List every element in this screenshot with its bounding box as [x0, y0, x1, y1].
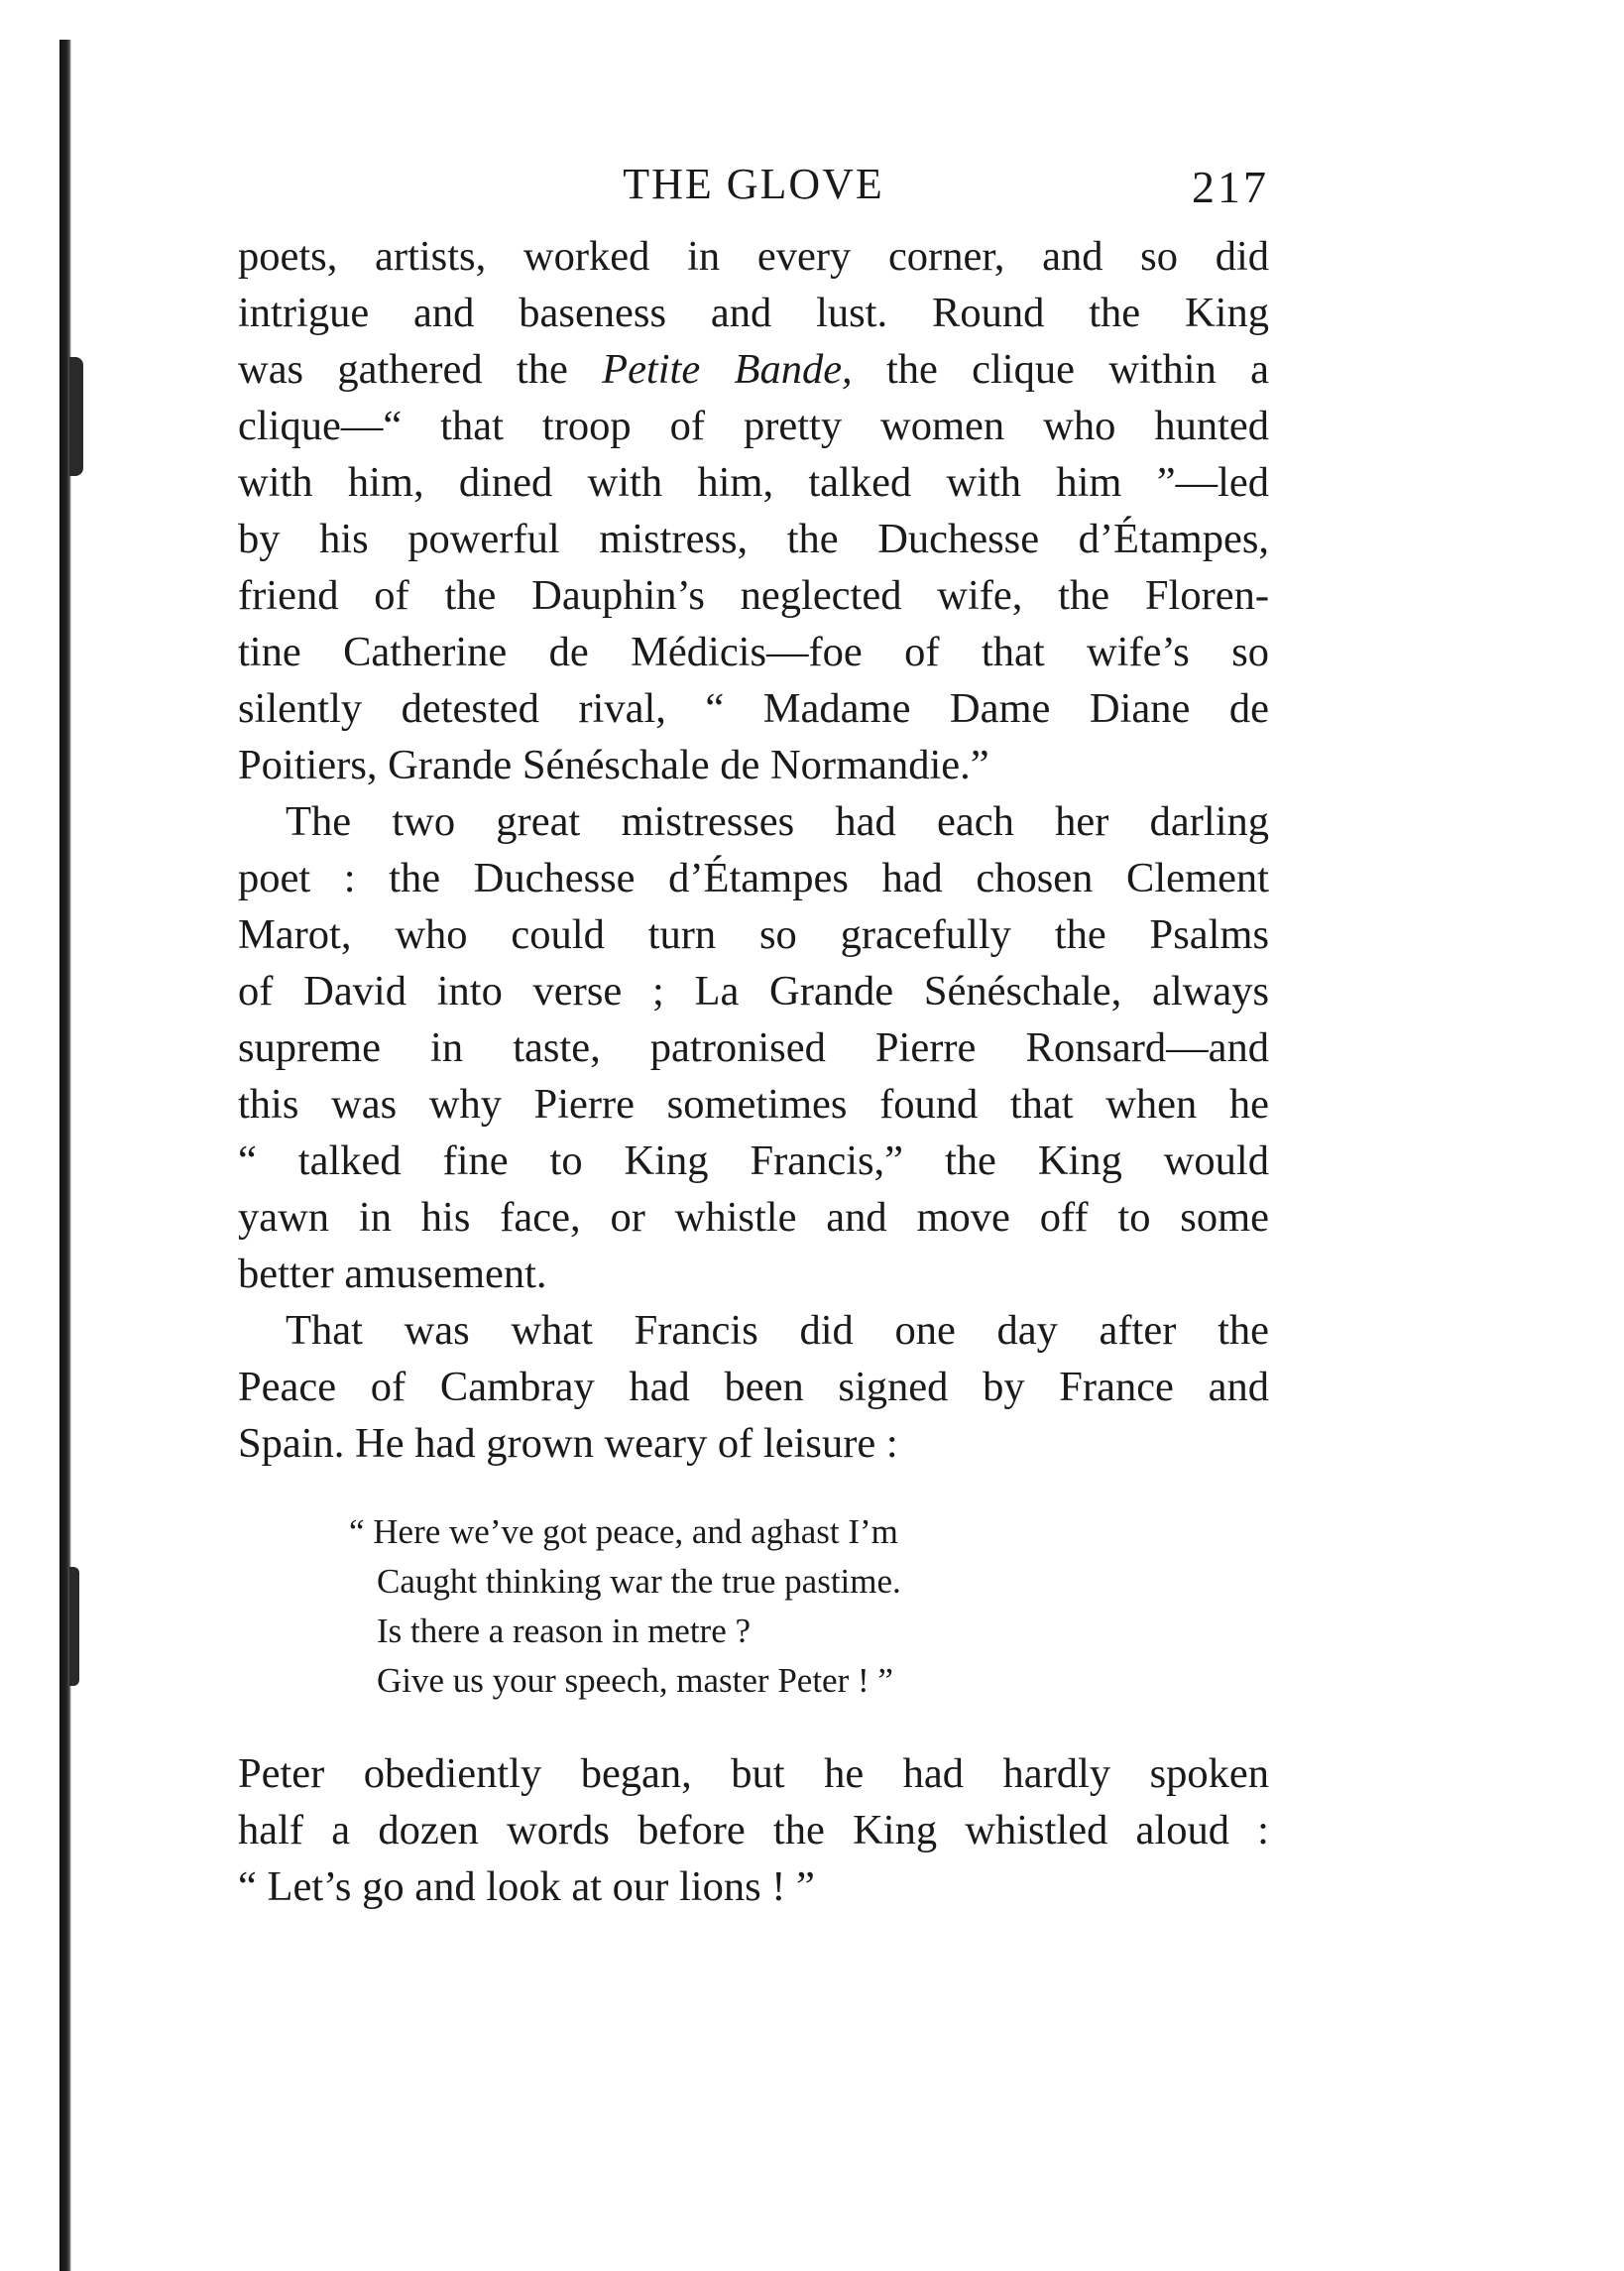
verse-line: Caught thinking war the true pastime. [377, 1562, 901, 1601]
text-line: yawn in his face, or whistle and move off to some [238, 1194, 1269, 1241]
text-line: by his powerful mistress, the Duchesse d’Étampes, [238, 516, 1269, 562]
text-line [238, 341, 1269, 398]
verse-line: “ Here we’ve got peace, and aghast I’m [349, 1512, 898, 1551]
book-page [238, 149, 1269, 1915]
text-line: Marot, who could turn so gracefully the Psalms [238, 911, 1269, 958]
body-text [238, 228, 1269, 1915]
paragraph-mistresses-poets [238, 793, 1269, 1302]
paragraph-francis-weary [238, 1302, 1269, 1472]
running-header [238, 149, 1269, 228]
text-line: Peter obediently began, but he had hardly spoken [238, 1750, 1269, 1797]
text-line: Poitiers, Grande Sénéschale de Normandie.” [238, 742, 989, 788]
paragraph-lions [238, 1745, 1269, 1915]
verse-line: Give us your speech, master Peter ! ” [377, 1661, 893, 1700]
italic-title: Petite Bande, [602, 346, 853, 393]
page-binding-shadow [59, 40, 71, 2271]
paragraph-court-intrigue [238, 228, 1269, 793]
text-line: of David into verse ; La Grande Sénéschale, always [238, 968, 1269, 1015]
page-number: 217 [1192, 162, 1269, 212]
text-line: supreme in taste, patronised Pierre Ronsard—and [238, 1024, 1269, 1071]
text-line: poet : the Duchesse d’Étampes had chosen Clement [238, 855, 1269, 901]
running-title: THE GLOVE [623, 160, 884, 208]
verse-quotation [238, 1507, 1269, 1706]
text-line: Spain. He had grown weary of leisure : [238, 1420, 898, 1467]
verse-line: Is there a reason in metre ? [377, 1612, 752, 1650]
text-line: tine Catherine de Médicis—foe of that wife’s so [238, 629, 1269, 675]
text-line: “ talked fine to King Francis,” the King would [238, 1137, 1269, 1184]
text-fragment: was gathered the [238, 346, 603, 393]
text-line: Peace of Cambray had been signed by France and [238, 1364, 1269, 1410]
text-line: “ Let’s go and look at our lions ! ” [238, 1863, 815, 1910]
text-line: silently detested rival, “ Madame Dame Diane de [238, 685, 1269, 732]
text-line: clique—“ that troop of pretty women who hunted [238, 403, 1269, 449]
text-line: better amusement. [238, 1251, 547, 1297]
text-line: poets, artists, worked in every corner, and so did [238, 233, 1269, 280]
text-fragment: the clique within a [852, 346, 1269, 393]
text-line: That was what Francis did one day after the [286, 1307, 1269, 1354]
text-line: with him, dined with him, talked with him ”—led [238, 459, 1269, 506]
text-line: half a dozen words before the King whistled aloud : [238, 1807, 1269, 1853]
text-line: The two great mistresses had each her darling [286, 798, 1269, 845]
text-line: intrigue and baseness and lust. Round the King [238, 290, 1269, 336]
text-line: this was why Pierre sometimes found that when he [238, 1081, 1269, 1128]
text-line: friend of the Dauphin’s neglected wife, the Floren- [238, 572, 1269, 619]
